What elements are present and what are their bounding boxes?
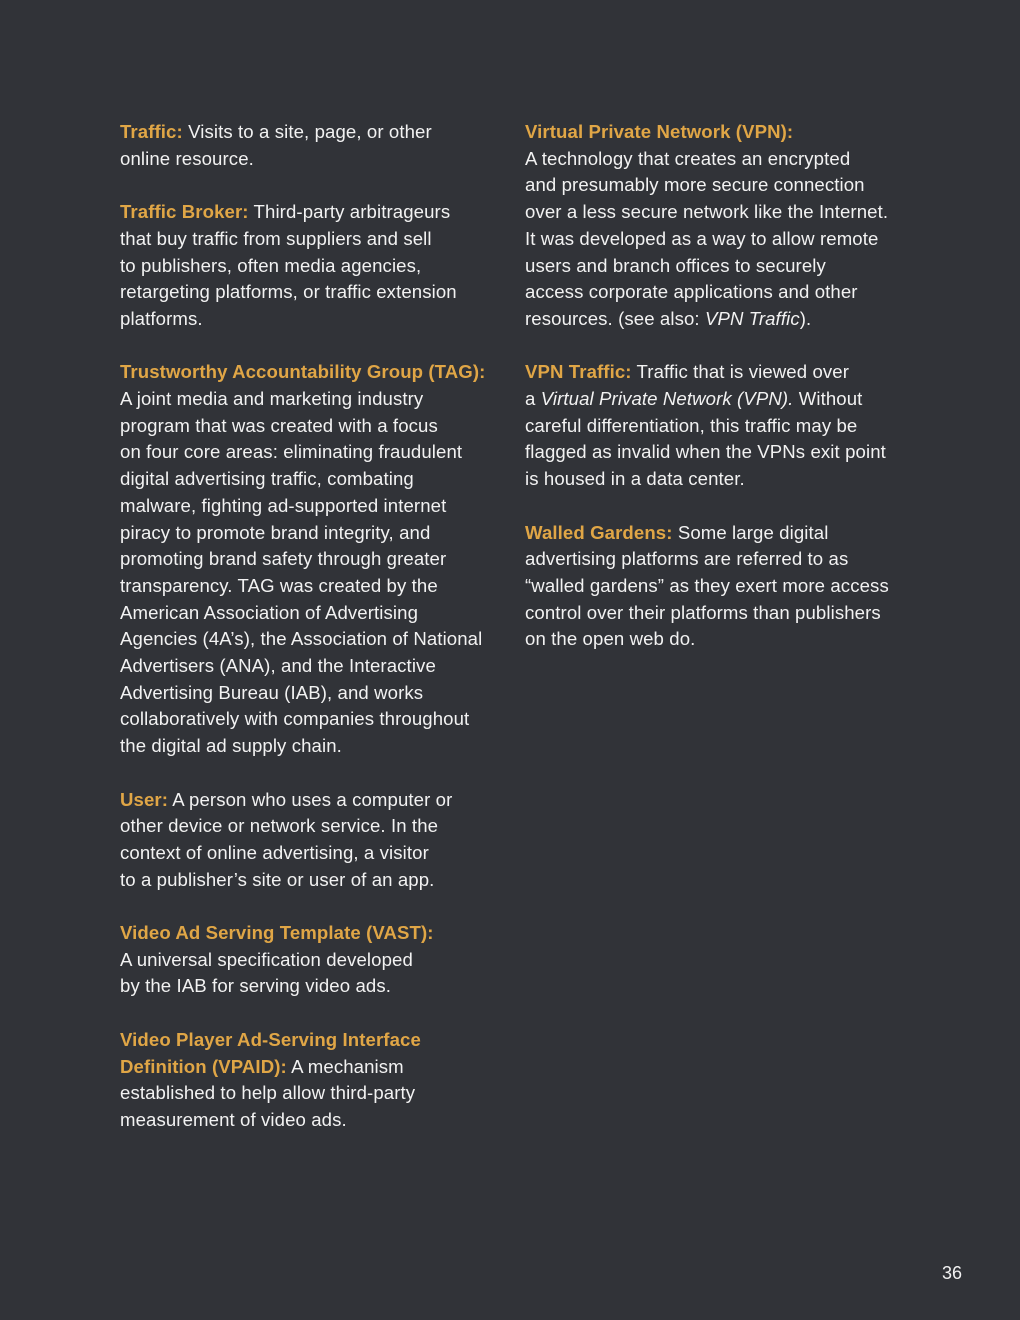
definition-line: A universal specification developed bbox=[120, 948, 413, 970]
definition-line: online resource. bbox=[120, 147, 254, 169]
definition-line: transparency. TAG was created by the bbox=[120, 574, 438, 596]
definition-line: retargeting platforms, or traffic extension bbox=[120, 281, 457, 303]
definition-line: flagged as invalid when the VPNs exit point bbox=[525, 441, 886, 463]
definition-line: careful differentiation, this traffic may be bbox=[525, 414, 858, 436]
glossary-term-line1: Video Player Ad-Serving Interface bbox=[120, 1028, 421, 1050]
glossary-entry-vpaid bbox=[120, 1027, 495, 1134]
definition-line: malware, fighting ad-supported internet bbox=[120, 494, 447, 516]
definition-line: “walled gardens” as they exert more access bbox=[525, 574, 889, 596]
cross-reference: VPN Traffic bbox=[704, 307, 800, 329]
definition-line-prefix: a bbox=[525, 388, 541, 410]
glossary-term: Trustworthy Accountability Group (TAG): bbox=[120, 361, 486, 383]
glossary-right-column bbox=[525, 119, 910, 680]
definition-line: other device or network service. In the bbox=[120, 815, 439, 837]
glossary-left-column bbox=[120, 119, 495, 1160]
definition-line: Advertisers (ANA), and the Interactive bbox=[120, 655, 436, 677]
definition-line: platforms. bbox=[120, 307, 203, 329]
glossary-term: Traffic Broker: bbox=[120, 201, 249, 223]
glossary-term-line2: Definition (VPAID): bbox=[120, 1055, 287, 1077]
glossary-entry-user bbox=[120, 787, 495, 894]
glossary-entry-vast bbox=[120, 920, 495, 1000]
definition-line: piracy to promote brand integrity, and bbox=[120, 521, 431, 543]
definition-line: A mechanism bbox=[291, 1055, 404, 1077]
definition-line-suffix: ). bbox=[799, 307, 812, 329]
cross-reference: Virtual Private Network (VPN). bbox=[540, 388, 794, 410]
definition-line: the digital ad supply chain. bbox=[120, 735, 342, 757]
definition-line: on four core areas: eliminating fraudulent bbox=[120, 441, 463, 463]
definition-line: A joint media and marketing industry bbox=[120, 388, 424, 409]
definition-line: A technology that creates an encrypted bbox=[525, 147, 851, 169]
glossary-term: Virtual Private Network (VPN): bbox=[525, 121, 794, 142]
glossary-entry-vpn-traffic bbox=[525, 359, 910, 493]
definition-line: to a publisher’s site or user of an app. bbox=[120, 868, 435, 890]
definition-line: context of online advertising, a visitor bbox=[120, 841, 429, 863]
definition-line: to publishers, often media agencies, bbox=[120, 254, 422, 276]
definition-line: A person who uses a computer or bbox=[172, 788, 453, 810]
definition-line: access corporate applications and other bbox=[525, 281, 858, 303]
definition-line: It was developed as a way to allow remote bbox=[525, 227, 879, 249]
definition-line: on the open web do. bbox=[525, 628, 696, 650]
definition-line-prefix: resources. (see also: bbox=[525, 307, 705, 329]
definition-line: over a less secure network like the Internet. bbox=[525, 201, 889, 223]
definition-line: collaboratively with companies throughout bbox=[120, 708, 470, 730]
definition-line: Some large digital bbox=[677, 521, 829, 543]
definition-line: Third-party arbitrageurs bbox=[253, 201, 451, 223]
definition-line: Visits to a site, page, or other bbox=[188, 121, 432, 142]
definition-line: Agencies (4A’s), the Association of National bbox=[120, 628, 483, 650]
definition-line: measurement of video ads. bbox=[120, 1108, 347, 1130]
glossary-entry-vpn bbox=[525, 119, 910, 333]
definition-line: program that was created with a focus bbox=[120, 414, 438, 436]
definition-line: is housed in a data center. bbox=[525, 468, 745, 490]
glossary-entry-walled-gardens bbox=[525, 520, 910, 654]
definition-line: advertising platforms are referred to as bbox=[525, 548, 849, 570]
definition-line: digital advertising traffic, combating bbox=[120, 468, 414, 490]
glossary-entry-traffic-broker bbox=[120, 199, 495, 333]
definition-line: users and branch offices to securely bbox=[525, 254, 826, 276]
page-number: 36 bbox=[941, 1263, 962, 1283]
definition-line: by the IAB for serving video ads. bbox=[120, 975, 391, 997]
definition-line: established to help allow third-party bbox=[120, 1082, 416, 1104]
glossary-term: VPN Traffic: bbox=[525, 361, 632, 383]
glossary-entry-traffic bbox=[120, 119, 495, 172]
definition-line: control over their platforms than publishers bbox=[525, 601, 881, 623]
glossary-term: Walled Gardens: bbox=[525, 521, 673, 543]
glossary-term: Traffic: bbox=[120, 121, 183, 142]
glossary-entry-tag bbox=[120, 359, 495, 760]
glossary-term: User: bbox=[120, 788, 169, 810]
definition-line: Advertising Bureau (IAB), and works bbox=[120, 681, 424, 703]
definition-line: promoting brand safety through greater bbox=[120, 548, 447, 570]
definition-line: and presumably more secure connection bbox=[525, 174, 865, 196]
glossary-term: Video Ad Serving Template (VAST): bbox=[120, 922, 434, 944]
definition-line: that buy traffic from suppliers and sell bbox=[120, 227, 432, 249]
definition-line-suffix: Without bbox=[793, 388, 863, 410]
definition-line: Traffic that is viewed over bbox=[636, 361, 850, 383]
definition-line: American Association of Advertising bbox=[120, 601, 419, 623]
